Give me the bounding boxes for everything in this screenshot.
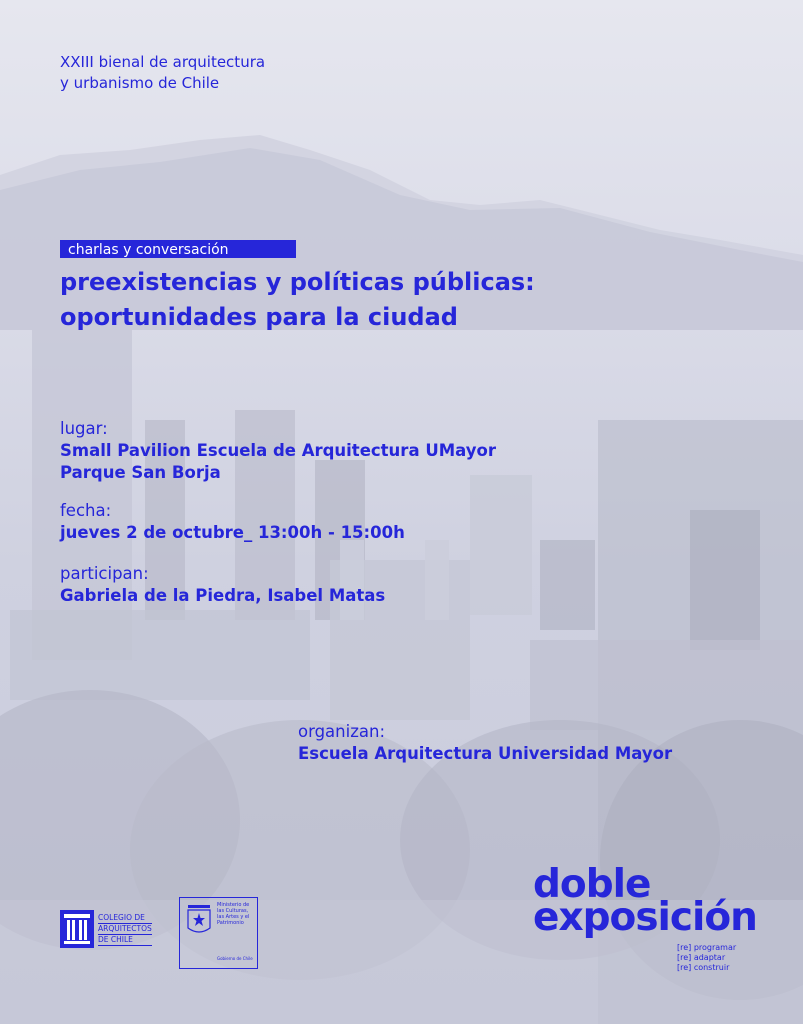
colegio-line-2: ARQUITECTOS — [98, 924, 152, 933]
doble-exposicion-logo — [533, 862, 757, 940]
participants-block — [60, 563, 385, 607]
re-programar: [re] programar — [677, 943, 737, 952]
column-icon — [60, 910, 94, 948]
venue-line-2: Parque San Borja — [60, 463, 221, 482]
brand-word-2: exposición — [533, 895, 757, 940]
organizers-label: organizan: — [298, 722, 386, 741]
ministerio-line-4: Patrimonio — [217, 920, 244, 926]
category-tag: charlas y conversación — [60, 240, 296, 258]
colegio-line-1: COLEGIO DE — [98, 913, 152, 924]
bienal-heading — [60, 52, 265, 94]
venue-label: lugar: — [60, 419, 108, 438]
ministerio-line-1: Ministerio de — [217, 902, 250, 908]
re-construir: [re] construir — [677, 963, 730, 972]
event-title-line-1: preexistencias y políticas públicas: — [60, 268, 535, 296]
organizers-value: Escuela Arquitectura Universidad Mayor — [298, 744, 673, 763]
date-value: jueves 2 de octubre_ 13:00h - 15:00h — [60, 523, 405, 542]
ministerio-footer: Gobierno de Chile — [217, 956, 253, 961]
bienal-line-1: XXIII bienal de arquitectura — [60, 53, 266, 71]
brand-word-1: doble — [533, 862, 651, 907]
organizers-block — [298, 721, 672, 765]
participants-label: participan: — [60, 564, 149, 583]
re-tagline — [677, 943, 736, 973]
ministerio-logo — [179, 897, 258, 969]
colegio-line-3: DE CHILE — [98, 935, 152, 946]
ministerio-line-2: las Culturas, — [217, 908, 249, 914]
venue-block — [60, 418, 496, 484]
bienal-line-2: y urbanismo de Chile — [60, 74, 220, 92]
ministerio-line-3: las Artes y el — [217, 914, 250, 920]
event-title — [60, 265, 535, 335]
date-block — [60, 500, 405, 544]
participants-value: Gabriela de la Piedra, Isabel Matas — [60, 586, 386, 605]
date-label: fecha: — [60, 501, 112, 520]
colegio-arquitectos-logo — [60, 910, 157, 950]
event-title-line-2: oportunidades para la ciudad — [60, 303, 458, 331]
colegio-text — [98, 913, 152, 946]
venue-line-1: Small Pavilion Escuela de Arquitectura UMayor — [60, 441, 496, 460]
ministerio-text — [217, 902, 255, 926]
chile-coat-of-arms-icon — [182, 902, 216, 952]
re-adaptar: [re] adaptar — [677, 953, 726, 962]
